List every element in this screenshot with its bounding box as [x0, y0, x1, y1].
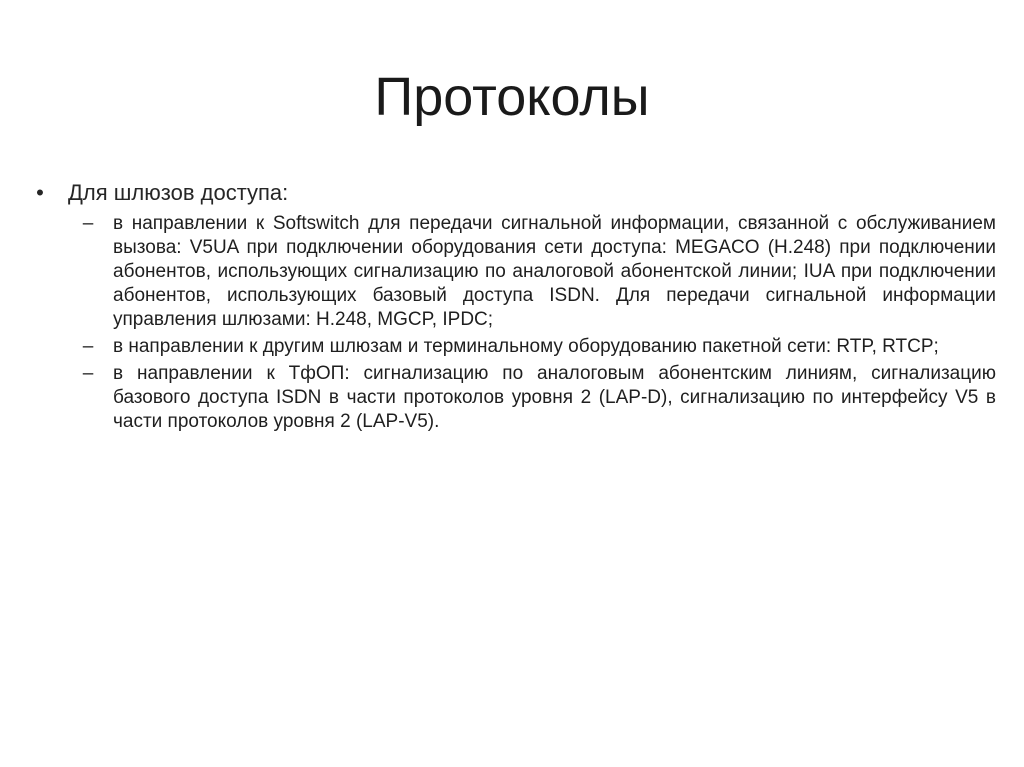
sub-list — [30, 212, 996, 434]
sub-item-softswitch — [30, 212, 996, 332]
dash-marker: – — [82, 363, 94, 384]
sub-item-text: в направлении к ТфОП: сигнализацию по аналоговым абонентским линиям, сигнализацию базового доступа ISDN в части протоколов уровня 2 (LAP-D), сигнализацию по интерфейсу V5 в части протоколов уровня 2 (LAP-V5). — [113, 363, 996, 432]
dash-marker: – — [82, 213, 94, 234]
bullet-item — [30, 178, 996, 208]
sub-item-pstn — [30, 362, 996, 434]
bullet-text: Для шлюзов доступа: — [68, 180, 289, 205]
sub-item-text: в направлении к Softswitch для передачи сигнальной информации, связанной с обслуживанием вызова: V5UA при подключении оборудования сети доступа: MEGACO (H.248) при подключении абонентов, использующих сигнализацию по аналоговой абонентской линии; IUA при подключении абонентов, использующих базовый доступа ISDN. Для передачи сигнальной информации управления шлюзами: H.248, MGCP, IPDC; — [113, 213, 996, 330]
bullet-marker: • — [36, 180, 44, 205]
sub-item-gateways — [30, 335, 996, 359]
sub-item-text: в направлении к другим шлюзам и терминальному оборудованию пакетной сети: RTP, RTCP; — [113, 336, 939, 357]
slide-title: Протоколы — [374, 67, 650, 127]
slide-content — [30, 178, 996, 437]
dash-marker: – — [82, 336, 94, 357]
